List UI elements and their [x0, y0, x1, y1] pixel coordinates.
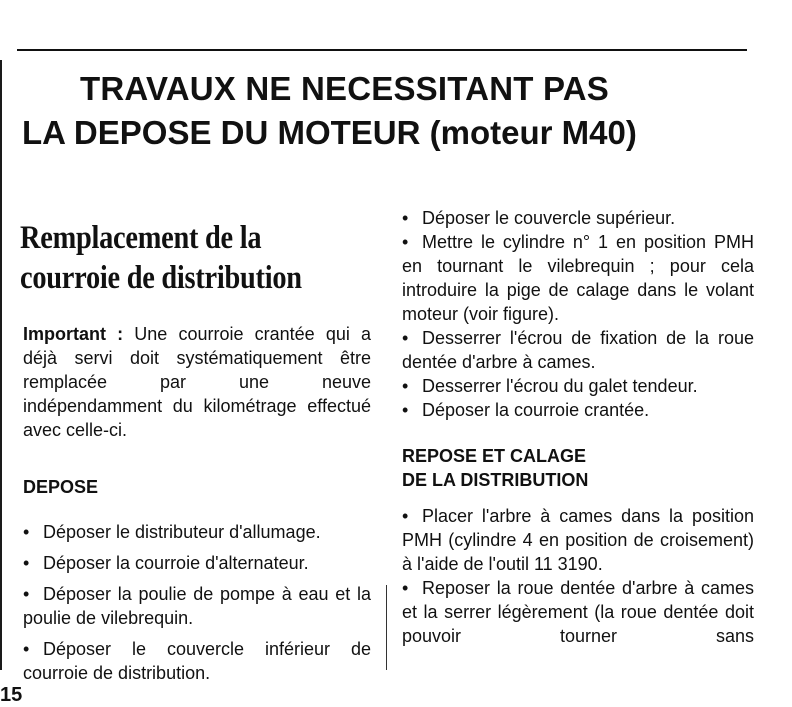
bullet-icon: • — [402, 400, 409, 420]
important-note — [23, 322, 371, 442]
list-item: • Déposer le couvercle supérieur. — [402, 208, 676, 228]
list-item: • Déposer le distributeur d'allumage. — [23, 522, 321, 542]
list-item: • Déposer la courroie d'alternateur. — [23, 553, 309, 573]
section-title — [20, 218, 302, 298]
list-item: • Desserrer l'écrou du galet tendeur. — [402, 376, 698, 396]
bullet-icon: • — [23, 639, 30, 659]
top-rule — [17, 49, 747, 51]
bullet-icon: • — [402, 232, 409, 252]
list-item: • Déposer la poulie de pompe à eau et la poulie de vilebrequin. — [23, 584, 371, 628]
repose-heading: REPOSE ET CALAGE DE LA DISTRIBUTION — [402, 446, 589, 490]
bullet-icon: • — [23, 553, 30, 573]
depose-heading: DEPOSE — [23, 477, 99, 497]
list-item: • Déposer le couvercle inférieur de courroie de distribution. — [23, 639, 371, 683]
bullet-icon: • — [402, 376, 409, 396]
page-number: 15 — [0, 684, 23, 706]
list-item: • Placer l'arbre à cames dans la position PMH (cylindre 4 en position de croisement) à l'aide de l'outil 11 3190. — [402, 506, 754, 574]
bullet-icon: • — [23, 522, 30, 542]
left-column — [23, 322, 371, 685]
column-divider — [386, 585, 387, 670]
list-item: • Reposer la roue dentée d'arbre à cames et la serrer légèrement (la roue dentée doit pouvoir tourner sans — [402, 578, 754, 646]
bullet-icon: • — [402, 328, 409, 348]
list-item: • Desserrer l'écrou de fixation de la roue dentée d'arbre à cames. — [402, 328, 754, 372]
bullet-icon: • — [402, 578, 409, 598]
right-column — [402, 206, 754, 648]
section-title-line-1: Remplacement de la — [20, 220, 262, 256]
page-left-edge — [0, 60, 2, 670]
important-text: Une courroie crantée qui a déjà servi doit systématiquement être remplacée par une neuve indépendamment du kilométrage effectué avec celle-ci. — [23, 324, 371, 440]
bullet-icon: • — [402, 208, 409, 228]
bullet-icon: • — [23, 584, 30, 604]
list-item: • Mettre le cylindre n° 1 en position PMH en tournant le vilebrequin ; pour cela introduire la pige de calage dans le volant moteur (voir figure). — [402, 232, 754, 324]
important-label: Important : — [23, 324, 124, 344]
section-title-line-2: courroie de distribution — [20, 260, 302, 296]
bullet-icon: • — [402, 506, 409, 526]
list-item: • Déposer la courroie crantée. — [402, 400, 650, 420]
chapter-title-line-2: LA DEPOSE DU MOTEUR (moteur M40) — [22, 114, 637, 151]
chapter-title-line-1: TRAVAUX NE NECESSITANT PAS — [80, 70, 609, 107]
